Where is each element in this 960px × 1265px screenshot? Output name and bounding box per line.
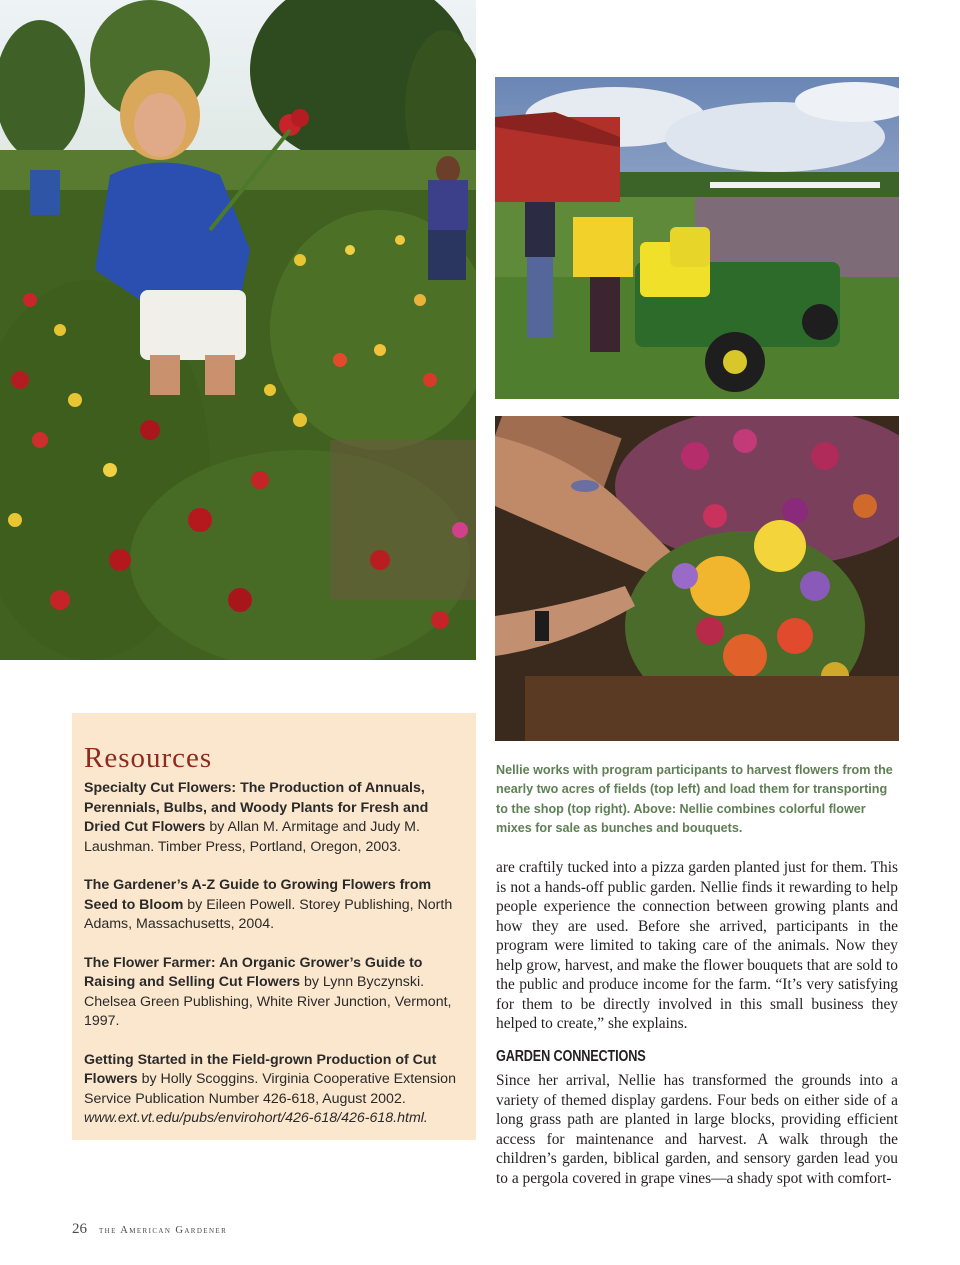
resource-entry <box>84 954 464 1032</box>
photo-barn-utility-vehicle-icon <box>495 77 899 399</box>
resource-details: by Eileen Powell. Storey Publishing, North Adams, Massachusetts, 2004. <box>84 896 453 932</box>
resource-details: by Lynn Byczynski. Chelsea Green Publishing, White River Junction, Vermont, 1997. <box>84 974 452 1029</box>
body-paragraph: are craftily tucked into a pizza garden planted just for them. This is not a hands-off public garden. Nellie finds it rewarding to help people experience the connection between growing plants and how they are used. Before she arrived, participants in the program were limited to taking care of the animals. Now they help grow, harvest, and make the flower bouquets that are sold to the public and produce income for the farm. “It’s very satisfying for them to be directly involved in this small business they helped to create,” she explains. <box>496 859 898 1032</box>
resources-box <box>72 713 476 1140</box>
photo-bouquet-hands-icon <box>495 416 899 741</box>
barn-vehicle-photo <box>495 77 899 399</box>
resource-title: The Gardener’s A-Z Guide to Growing Flowers from Seed to Bloom <box>84 877 432 913</box>
magazine-name: the American Gardener <box>99 1225 228 1236</box>
photo-flower-field-icon <box>0 0 476 660</box>
resource-entry <box>84 779 464 857</box>
section-heading: GARDEN CONNECTIONS <box>496 1048 646 1065</box>
resources-heading: Resources <box>84 742 213 774</box>
resource-details: by Holly Scoggins. Virginia Cooperative Extension Service Publication Number 426-618, August 2002. <box>84 1071 456 1107</box>
resource-entry <box>84 876 464 935</box>
resource-url-link[interactable]: www.ext.vt.edu/pubs/envirohort/426-618/426-618.html. <box>84 1110 428 1126</box>
flower-field-photo <box>0 0 476 660</box>
resource-entry <box>84 1051 464 1129</box>
photo-caption: Nellie works with program participants to harvest flowers from the nearly two acres of fields (top left) and load them for transporting to the shop (top right). Above: Nellie combines colorful flower mixes for sale as bunches and bouquets. <box>496 763 893 836</box>
resource-title: Getting Started in the Field-grown Production of Cut Flowers <box>84 1051 437 1087</box>
bouquet-photo <box>495 416 899 741</box>
resource-title: Specialty Cut Flowers: The Production of Annuals, Perennials, Bulbs, and Woody Plants for Fresh and Dried Cut Flowers <box>84 780 429 835</box>
body-paragraph: Since her arrival, Nellie has transformed the grounds into a variety of themed display gardens. Four beds on either side of a long grass path are planted in large blocks, providing efficient access for maintenance and harvest. A walk through the children’s garden, biblical garden, and sensory garden lead you to a pergola covered in grape vines—a shady spot with comfort- <box>496 1072 898 1187</box>
page-footer <box>72 1220 227 1238</box>
page-number: 26 <box>72 1221 87 1237</box>
resource-details: by Allan M. Armitage and Judy M. Laushman. Timber Press, Portland, Oregon, 2003. <box>84 819 420 855</box>
resource-title: The Flower Farmer: An Organic Grower’s Guide to Raising and Selling Cut Flowers <box>84 954 423 990</box>
